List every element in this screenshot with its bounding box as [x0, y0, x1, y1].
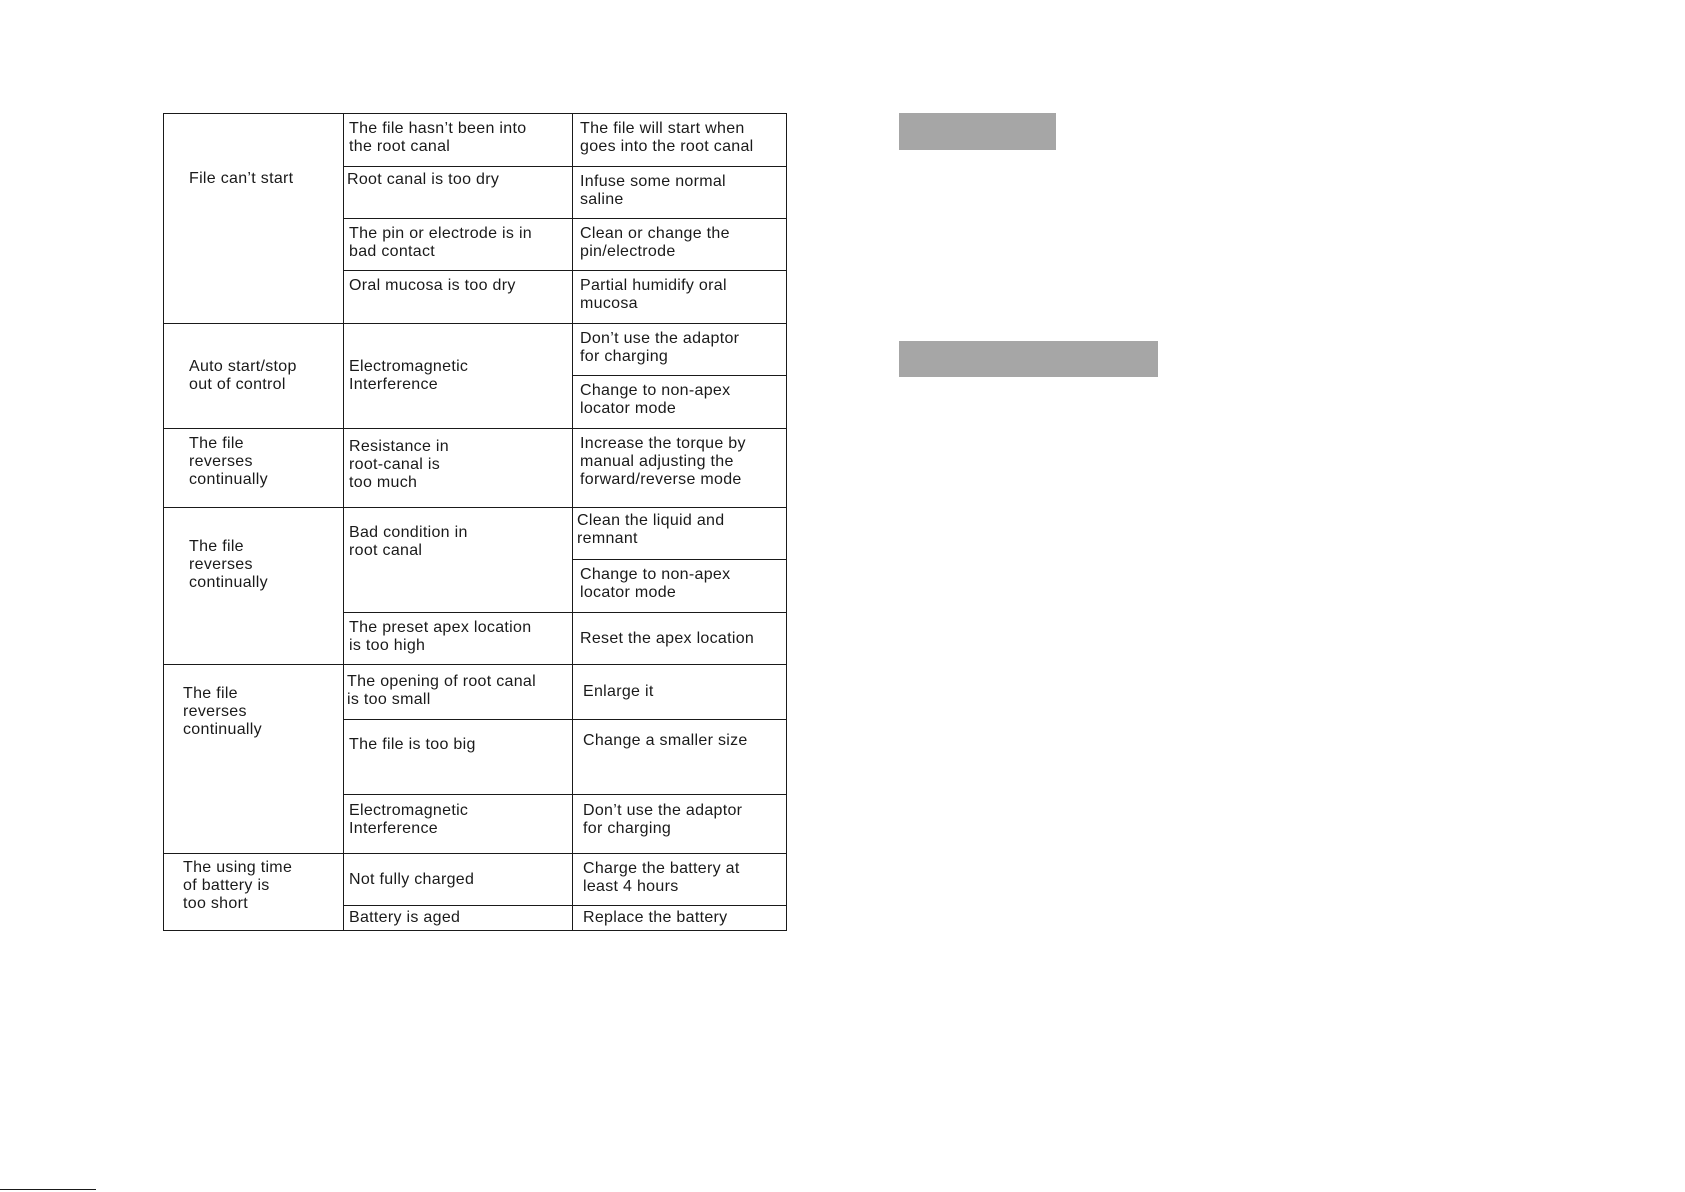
solution-cell: Charge the battery at least 4 hours [573, 854, 787, 906]
solution-cell: Change a smaller size [573, 720, 787, 795]
solution-cell: Don’t use the adaptor for charging [573, 795, 787, 854]
solution-cell: Reset the apex location [573, 613, 787, 665]
cause-cell: Electromagnetic Interference [344, 795, 573, 854]
table-row [164, 114, 787, 167]
table-row [164, 665, 787, 720]
cause-cell: Resistance in root-canal is too much [344, 429, 573, 508]
cause-cell: The opening of root canal is too small [344, 665, 573, 720]
cause-cell: The file is too big [344, 720, 573, 795]
solution-cell: Enlarge it [573, 665, 787, 720]
section-heading-bar [899, 113, 1056, 150]
cause-cell: Battery is aged [344, 906, 573, 931]
cause-cell: Electromagnetic Interference [344, 324, 573, 429]
solution-cell: Infuse some normal saline [573, 167, 787, 219]
solution-cell: Don’t use the adaptor for charging [573, 324, 787, 376]
problem-cell: Auto start/stop out of control [164, 324, 344, 429]
cause-cell: Bad condition in root canal [344, 508, 573, 613]
cause-cell: Not fully charged [344, 854, 573, 906]
solution-cell: The file will start when goes into the root canal [573, 114, 787, 167]
solution-cell: Increase the torque by manual adjusting the forward/reverse mode [573, 429, 787, 508]
solution-cell: Partial humidify oral mucosa [573, 271, 787, 324]
problem-cell: File can’t start [164, 114, 344, 324]
solution-cell: Change to non-apex locator mode [573, 376, 787, 429]
corner-mark-line [0, 1189, 96, 1190]
table-row [164, 854, 787, 906]
table-row [164, 429, 787, 508]
solution-cell: Clean the liquid and remnant [573, 508, 787, 560]
problem-cell: The using time of battery is too short [164, 854, 344, 931]
solution-cell: Change to non-apex locator mode [573, 560, 787, 613]
section-heading-bar [899, 341, 1158, 377]
cause-cell: Root canal is too dry [344, 167, 573, 219]
solution-cell: Clean or change the pin/electrode [573, 219, 787, 271]
cause-cell: The preset apex location is too high [344, 613, 573, 665]
problem-cell: The file reverses continually [164, 665, 344, 854]
cause-cell: Oral mucosa is too dry [344, 271, 573, 324]
table-row [164, 508, 787, 560]
problem-cell: The file reverses continually [164, 508, 344, 665]
cause-cell: The file hasn’t been into the root canal [344, 114, 573, 167]
problem-cell: The file reverses continually [164, 429, 344, 508]
cause-cell: The pin or electrode is in bad contact [344, 219, 573, 271]
troubleshooting-table [163, 113, 787, 931]
solution-cell: Replace the battery [573, 906, 787, 931]
table-row [164, 324, 787, 376]
